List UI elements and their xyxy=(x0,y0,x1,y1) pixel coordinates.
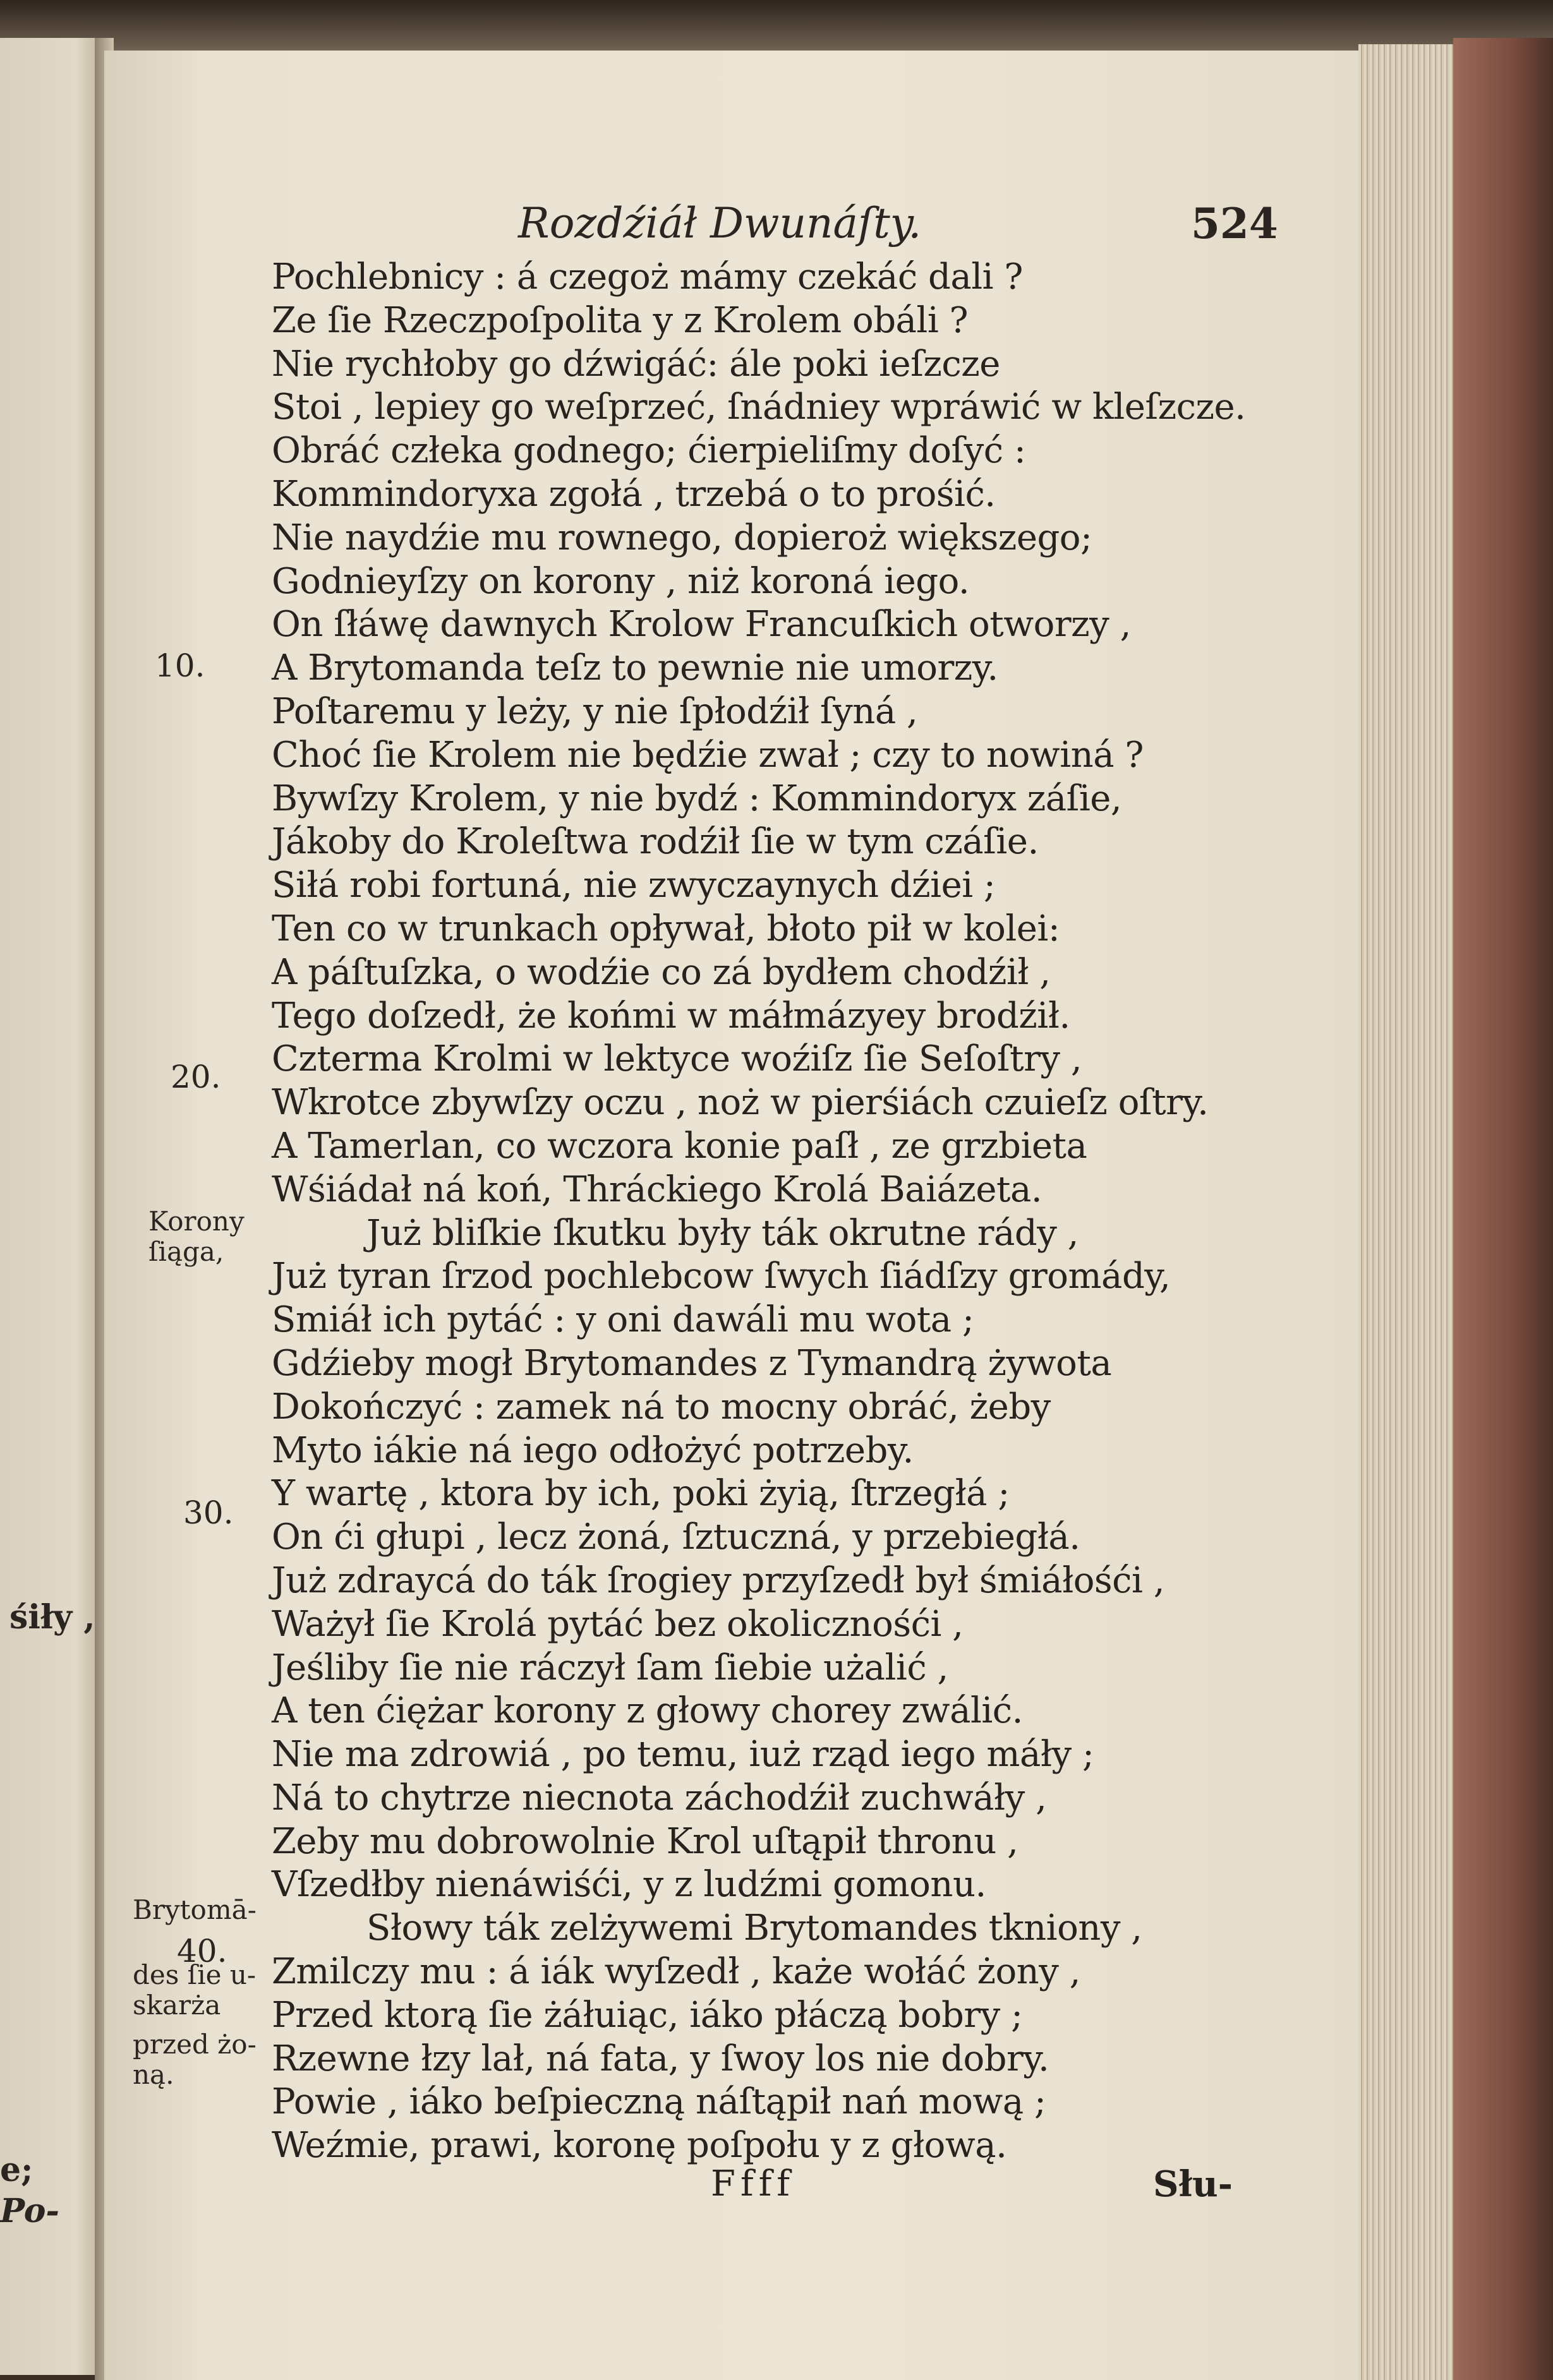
margin-note-korony xyxy=(148,1206,245,1267)
verse-line: Zmilczy mu : á iák wyſzedł , każe wołáć żony , xyxy=(272,1951,1080,1993)
verse-line: Siłá robi fortuná, nie zwyczaynych dźiei ; xyxy=(272,865,996,906)
margin-note-line: ną. xyxy=(133,2059,174,2090)
verse-line: A Tamerlan, co wczora konie paſł , ze grzbieta xyxy=(272,1125,1087,1167)
verse-line: Gdźieby mogł Brytomandes z Tymandrą żywota xyxy=(272,1342,1112,1384)
line-number: 20. xyxy=(171,1059,221,1095)
signature-mark: Ffff xyxy=(711,2163,795,2204)
verse-line: Ze ſie Rzeczpoſpolita y z Krolem obáli ? xyxy=(272,299,969,341)
verse-line: Powie , iáko beſpieczną náſtąpił nań mową ; xyxy=(272,2081,1046,2123)
line-number: 10. xyxy=(155,647,205,684)
verse-line: Stoi , lepiey go weſprzeć, ſnádniey wpráwić w kleſzcze. xyxy=(272,387,1246,428)
verse-line: Wkrotce zbywſzy oczu , noż w pierśiách czuieſz oſtry. xyxy=(272,1082,1209,1124)
verse-line: Tego doſzedł, że końmi w máłmázyey brodźił. xyxy=(272,995,1070,1037)
left-page-fragment: śiły , xyxy=(9,1598,95,1637)
verse-line: Poſtaremu y leży, y nie ſpłodźił ſyná , xyxy=(272,690,918,732)
poem-text xyxy=(272,256,1245,2168)
verse-line: Godnieyſzy on korony , niż koroná iego. xyxy=(272,560,970,602)
running-title: Rozdźiáł Dwunáſty. xyxy=(518,199,922,248)
catchword: Słu- xyxy=(1153,2163,1233,2205)
verse-line: Słowy ták zelżywemi Brytomandes tkniony , xyxy=(366,1908,1142,1949)
verse-line: Obráć człeka godnego; ćierpieliſmy doſyć : xyxy=(272,430,1026,472)
verse-line: Jákoby do Kroleſtwa rodźił ſie w tym czáſie. xyxy=(272,821,1039,863)
left-page xyxy=(0,38,107,2375)
verse-line: A páſtuſzka, o wodźie co zá bydłem chodźił , xyxy=(272,951,1051,993)
margin-note-line: przed żo- xyxy=(133,2029,257,2060)
verse-line: A ten ćiężar korony z głowy chorey zwálić. xyxy=(272,1690,1023,1732)
verse-line: Dokończyć : zamek ná to mocny obráć, żeby xyxy=(272,1386,1051,1427)
verse-line: Nie ma zdrowiá , po temu, iuż rząd iego máły ; xyxy=(272,1734,1094,1776)
verse-line: On ſłáwę dawnych Krolow Francuſkich otworzy , xyxy=(272,604,1131,646)
verse-line: Jeśliby ſie nie ráczył ſam ſiebie użalić , xyxy=(272,1647,948,1688)
verse-line: Już zdraycá do ták ſrogiey przyſzedł był śmiáłośći , xyxy=(272,1560,1165,1601)
verse-line: Czterma Krolmi w lektyce woźiſz ſie Seſoſtry , xyxy=(272,1038,1082,1080)
verse-line: Ten co w trunkach opływał, błoto pił w kolei: xyxy=(272,908,1060,949)
verse-line: Kommindoryxa zgołá , trzebá o to prośić. xyxy=(272,473,996,515)
verse-line: On ći głupi , lecz żoná, ſztuczná, y przebiegłá. xyxy=(272,1517,1080,1558)
left-page-fragment: Po- xyxy=(0,2192,59,2230)
verse-line: Przed ktorą ſie żáłuiąc, iáko płáczą bobry ; xyxy=(272,1994,1023,2036)
margin-note-line: Brytomā- xyxy=(133,1894,257,1925)
verse-line: Nie naydźie mu rownego, dopieroż większego; xyxy=(272,517,1092,558)
verse-line: Nie rychłoby go dźwigáć: ále poki ieſzcze xyxy=(272,343,1000,385)
verse-line: Y wartę , ktora by ich, poki żyią, ſtrzegłá ; xyxy=(272,1473,1010,1515)
verse-line: A Brytomanda teſz to pewnie nie umorzy. xyxy=(272,647,998,689)
verse-line: Rzewne łzy lał, ná fata, y ſwoy los nie dobry. xyxy=(272,2038,1049,2079)
verse-line: Już tyran ſrzod pochlebcow ſwych ſiádſzy gromády, xyxy=(272,1256,1171,1297)
verse-line: Choć ſie Krolem nie będźie zwał ; czy to nowiná ? xyxy=(272,734,1144,776)
verse-line: Ważył ſie Krolá pytáć bez okolicznośći , xyxy=(272,1603,964,1645)
line-number: 30. xyxy=(183,1494,234,1531)
margin-note-brytomandes xyxy=(133,1895,257,2090)
verse-line: Pochlebnicy : á czegoż mámy czekáć dali ? xyxy=(272,256,1023,298)
verse-line: Myto iákie ná iego odłożyć potrzeby. xyxy=(272,1429,914,1471)
page-number: 524 xyxy=(1191,199,1278,248)
margin-note-line: skarża xyxy=(133,1990,221,2021)
verse-line: Bywſzy Krolem, y nie bydź : Kommindoryx záſie, xyxy=(272,778,1122,819)
left-page-fragment: e; xyxy=(0,2151,33,2189)
verse-line: Już bliſkie ſkutku były ták okrutne rády , xyxy=(366,1212,1079,1254)
verse-line: Zeby mu dobrowolnie Krol uſtąpił thronu , xyxy=(272,1820,1018,1862)
verse-line: Vſzedłby nienáwiśći, y z ludźmi gomonu. xyxy=(272,1864,986,1906)
verse-line: Smiáł ich pytáć : y oni dawáli mu wota ; xyxy=(272,1299,974,1341)
line-number: 40. xyxy=(177,1933,227,1969)
margin-note-line: Korony xyxy=(148,1206,245,1237)
verse-line: Weźmie, prawi, koronę poſpołu y z głową. xyxy=(272,2125,1007,2167)
verse-line: Ná to chytrze niecnota záchodźił zuchwáły , xyxy=(272,1777,1047,1818)
margin-note-line: ſiąga, xyxy=(148,1236,224,1267)
margin-note-line: des ſie u- xyxy=(133,1959,257,1990)
book-cover-edge xyxy=(1453,38,1553,2380)
verse-line: Wśiádał ná koń, Thráckiego Krolá Baiázeta. xyxy=(272,1169,1042,1210)
